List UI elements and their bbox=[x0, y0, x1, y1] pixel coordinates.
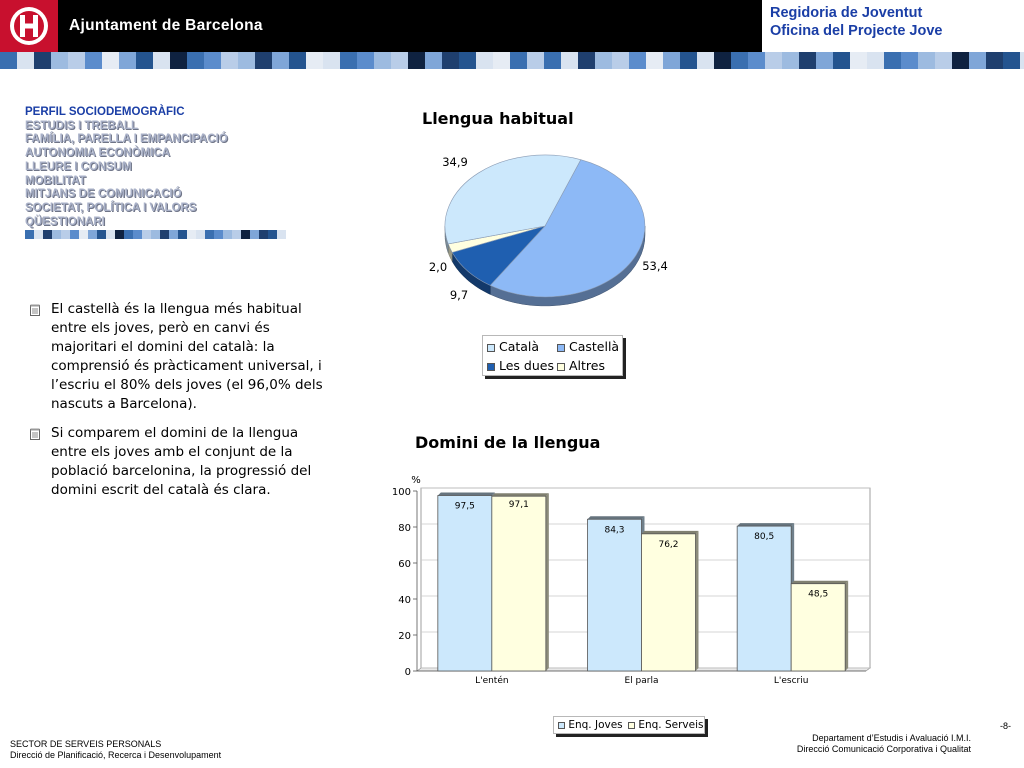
x-category-label: El parla bbox=[624, 676, 659, 686]
legend-item-castella bbox=[557, 339, 619, 354]
legend-item-serveis bbox=[628, 719, 703, 731]
x-category-label: L'entén bbox=[475, 676, 509, 686]
pie-legend bbox=[482, 335, 623, 376]
legend-item-joves bbox=[558, 719, 623, 731]
bar-chart-title: Domini de la llengua bbox=[415, 433, 601, 452]
legend-label: Enq. Joves bbox=[568, 719, 623, 731]
bar-side bbox=[845, 581, 848, 671]
header-line-1: Regidoria de Joventut bbox=[770, 5, 923, 21]
nav-item[interactable]: LLEURE I CONSUM bbox=[25, 160, 132, 173]
legend-item-les-dues bbox=[487, 358, 554, 373]
bar-l-ent-n-series-1 bbox=[492, 496, 546, 671]
bullet-text: Si comparem el domini de la llengua entre els joves amb el conjunt de la població barcelonina, la progressió del domini escrit del català és clara. bbox=[51, 425, 312, 498]
legend-swatch bbox=[487, 344, 495, 352]
legend-label: Català bbox=[498, 339, 540, 354]
legend-label: Castellà bbox=[568, 339, 620, 354]
legend-swatch bbox=[487, 363, 495, 371]
bullet-text: El castellà és la llengua més habitual entre els joves, però en canvi és majoritari el domini del català: la comprensió és pràcticament universal, i l’escriu el 80% dels joves (el 96,0% dels nascuts a Barcelona). bbox=[51, 301, 323, 412]
bar-top bbox=[438, 493, 495, 496]
footer-sector: SECTOR DE SERVEIS PERSONALS bbox=[10, 739, 162, 749]
legend-label: Altres bbox=[568, 358, 605, 373]
y-axis-label: % bbox=[411, 475, 421, 486]
bar-top bbox=[791, 581, 848, 584]
footer-direccio: Direcció de Planificació, Recerca i Desenvolupament bbox=[10, 750, 222, 760]
bar-data-label: 76,2 bbox=[658, 539, 679, 550]
bar-side bbox=[696, 531, 699, 671]
y-tick-label: 0 bbox=[404, 667, 411, 678]
legend-swatch bbox=[628, 722, 635, 729]
x-category-label: L'escriu bbox=[773, 676, 809, 686]
bar-el-parla-series-0 bbox=[588, 519, 642, 671]
bar-side bbox=[546, 493, 549, 671]
header-line-2: Oficina del Projecte Jove bbox=[770, 22, 943, 39]
legend-swatch bbox=[558, 722, 565, 729]
footer-right bbox=[797, 733, 971, 755]
y-tick-label: 80 bbox=[398, 523, 411, 534]
bar-l-escriu-series-0 bbox=[737, 526, 791, 671]
page-number: -8- bbox=[1000, 721, 1011, 731]
pie-data-label: 9,7 bbox=[449, 288, 469, 302]
nav-item[interactable]: AUTONOMIA ECONÒMICA bbox=[25, 147, 171, 160]
legend-label: Enq. Serveis bbox=[638, 719, 704, 731]
bar-data-label: 48,5 bbox=[808, 589, 829, 600]
nav-item[interactable]: FAMÍLIA, PARELLA I EMPANCIPACIÓ bbox=[25, 133, 228, 146]
pie-data-label: 53,4 bbox=[642, 259, 668, 273]
legend-item-altres bbox=[557, 358, 605, 373]
bar-legend bbox=[553, 716, 705, 734]
footer-comunicacio: Direcció Comunicació Corporativa i Qualitat bbox=[796, 744, 971, 754]
y-tick-label: 100 bbox=[391, 487, 411, 498]
nav-item[interactable]: MITJANS DE COMUNICACIÓ bbox=[25, 188, 182, 201]
bar-data-label: 97,5 bbox=[454, 501, 475, 512]
nav-item[interactable]: PERFIL SOCIODEMOGRÀFIC bbox=[25, 106, 185, 118]
footer-departament: Departament d’Estudis i Avaluació I.M.I. bbox=[812, 733, 971, 743]
nav-item[interactable]: QÜESTIONARI bbox=[25, 215, 105, 228]
nav-item[interactable]: ESTUDIS I TREBALL bbox=[25, 119, 139, 132]
bar-data-label: 80,5 bbox=[754, 532, 775, 543]
nav-item[interactable]: MOBILITAT bbox=[25, 174, 86, 187]
y-tick-label: 60 bbox=[398, 559, 411, 570]
bar-data-label: 97,1 bbox=[508, 500, 529, 511]
bar-top bbox=[492, 493, 549, 496]
bar-top bbox=[588, 516, 645, 519]
pie-data-label: 2,0 bbox=[428, 260, 448, 274]
legend-item-catala bbox=[487, 339, 539, 354]
bar-l-ent-n-series-0 bbox=[438, 496, 492, 672]
legend-swatch bbox=[557, 344, 565, 352]
pie-chart-title: Llengua habitual bbox=[422, 109, 574, 128]
bar-top bbox=[642, 531, 699, 534]
bar-el-parla-series-1 bbox=[642, 534, 696, 671]
org-name: Ajuntament de Barcelona bbox=[69, 17, 263, 34]
pie-data-label: 34,9 bbox=[442, 155, 468, 169]
bar-data-label: 84,3 bbox=[604, 525, 625, 536]
legend-label: Les dues bbox=[498, 358, 554, 373]
nav-item[interactable]: SOCIETAT, POLÍTICA I VALORS bbox=[25, 201, 197, 214]
y-tick-label: 40 bbox=[398, 595, 411, 606]
y-tick-label: 20 bbox=[398, 631, 411, 642]
bar-top bbox=[737, 523, 794, 526]
legend-swatch bbox=[557, 363, 565, 371]
footer-left bbox=[10, 739, 221, 761]
